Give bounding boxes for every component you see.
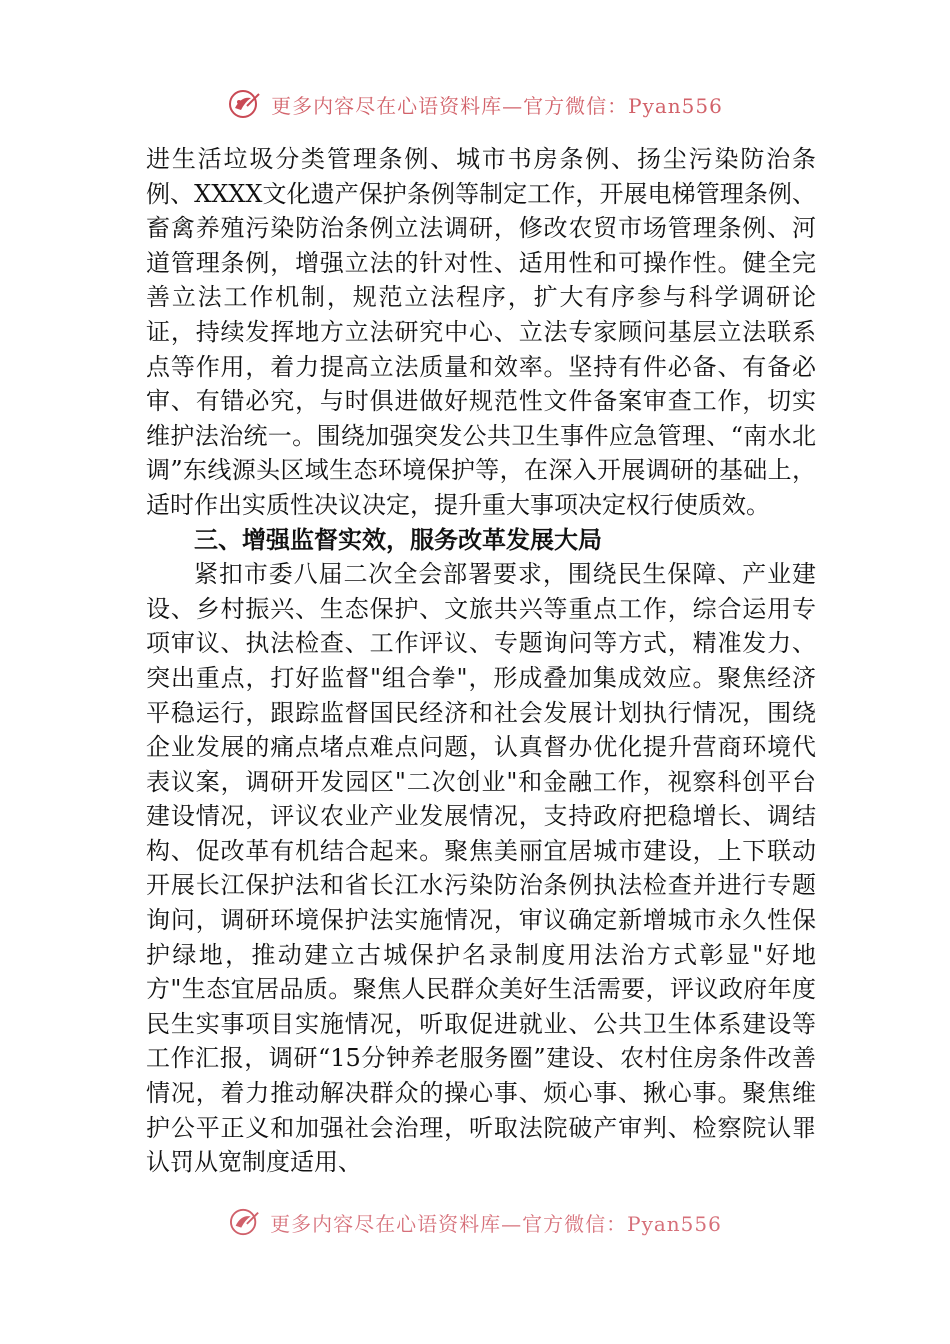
logo-icon [228, 1207, 262, 1237]
watermark-footer [0, 1202, 950, 1242]
paragraph-legislation: 进生活垃圾分类管理条例、城市书房条例、扬尘污染防治条例、XXXX文化遗产保护条例等制定工作，开展电梯管理条例、畜禽养殖污染防治条例立法调研，修改农贸市场管理条例、河道管理条例，增强立法的针对性、适用性和可操作性。健全完善立法工作机制，规范立法程序，扩大有序参与科学调研论证，持续发挥地方立法研究中心、立法专家顾问基层立法联系点等作用，着力提高立法质量和效率。坚持有件必备、有备必审、有错必究，与时俱进做好规范性文件备案审查工作，切实维护法治统一。围绕加强突发公共卫生事件应急管理、“南水北调”东线源头区域生态环境保护等，在深入开展调研的基础上，适时作出实质性决议决定，提升重大事项决定权行使质效。 [146, 145, 816, 519]
watermark-text: 更多内容尽在心语资料库—官方微信：Pyan556 [271, 93, 723, 118]
watermark-text: 更多内容尽在心语资料库—官方微信：Pyan556 [270, 1211, 722, 1236]
document-body [146, 142, 816, 1180]
section-heading: 三、增强监督实效，服务改革发展大局 [194, 525, 602, 554]
logo-icon [227, 88, 263, 120]
paragraph-supervision: 紧扣市委八届二次全会部署要求，围绕民生保障、产业建设、乡村振兴、生态保护、文旅共兴等重点工作，综合运用专项审议、执法检查、工作评议、专题询问等方式，精准发力、突出重点，打好监督"组合拳"，形成叠加集成效应。聚焦经济平稳运行，跟踪监督国民经济和社会发展计划执行情况，围绕企业发展的痛点堵点难点问题，认真督办优化提升营商环境代表议案，调研开发园区"二次创业"和金融工作，视察科创平台建设情况，评议农业产业发展情况，支持政府把稳增长、调结构、促改革有机结合起来。聚焦美丽宜居城市建设，上下联动开展长江保护法和省长江水污染防治条例执法检查并进行专题询问，调研环境保护法实施情况，审议确定新增城市永久性保护绿地，推动建立古城保护名录制度用法治方式彰显"好地方"生态宜居品质。聚焦人民群众美好生活需要，评议政府年度民生实事项目实施情况，听取促进就业、公共卫生体系建设等工作汇报，调研“15分钟养老服务圈”建设、农村住房条件改善情况，着力推动解决群众的操心事、烦心事、揪心事。聚焦维护公平正义和加强社会治理，听取法院破产审判、检察院认罪认罚从宽制度适用、 [146, 560, 816, 1177]
watermark-header [0, 82, 950, 126]
